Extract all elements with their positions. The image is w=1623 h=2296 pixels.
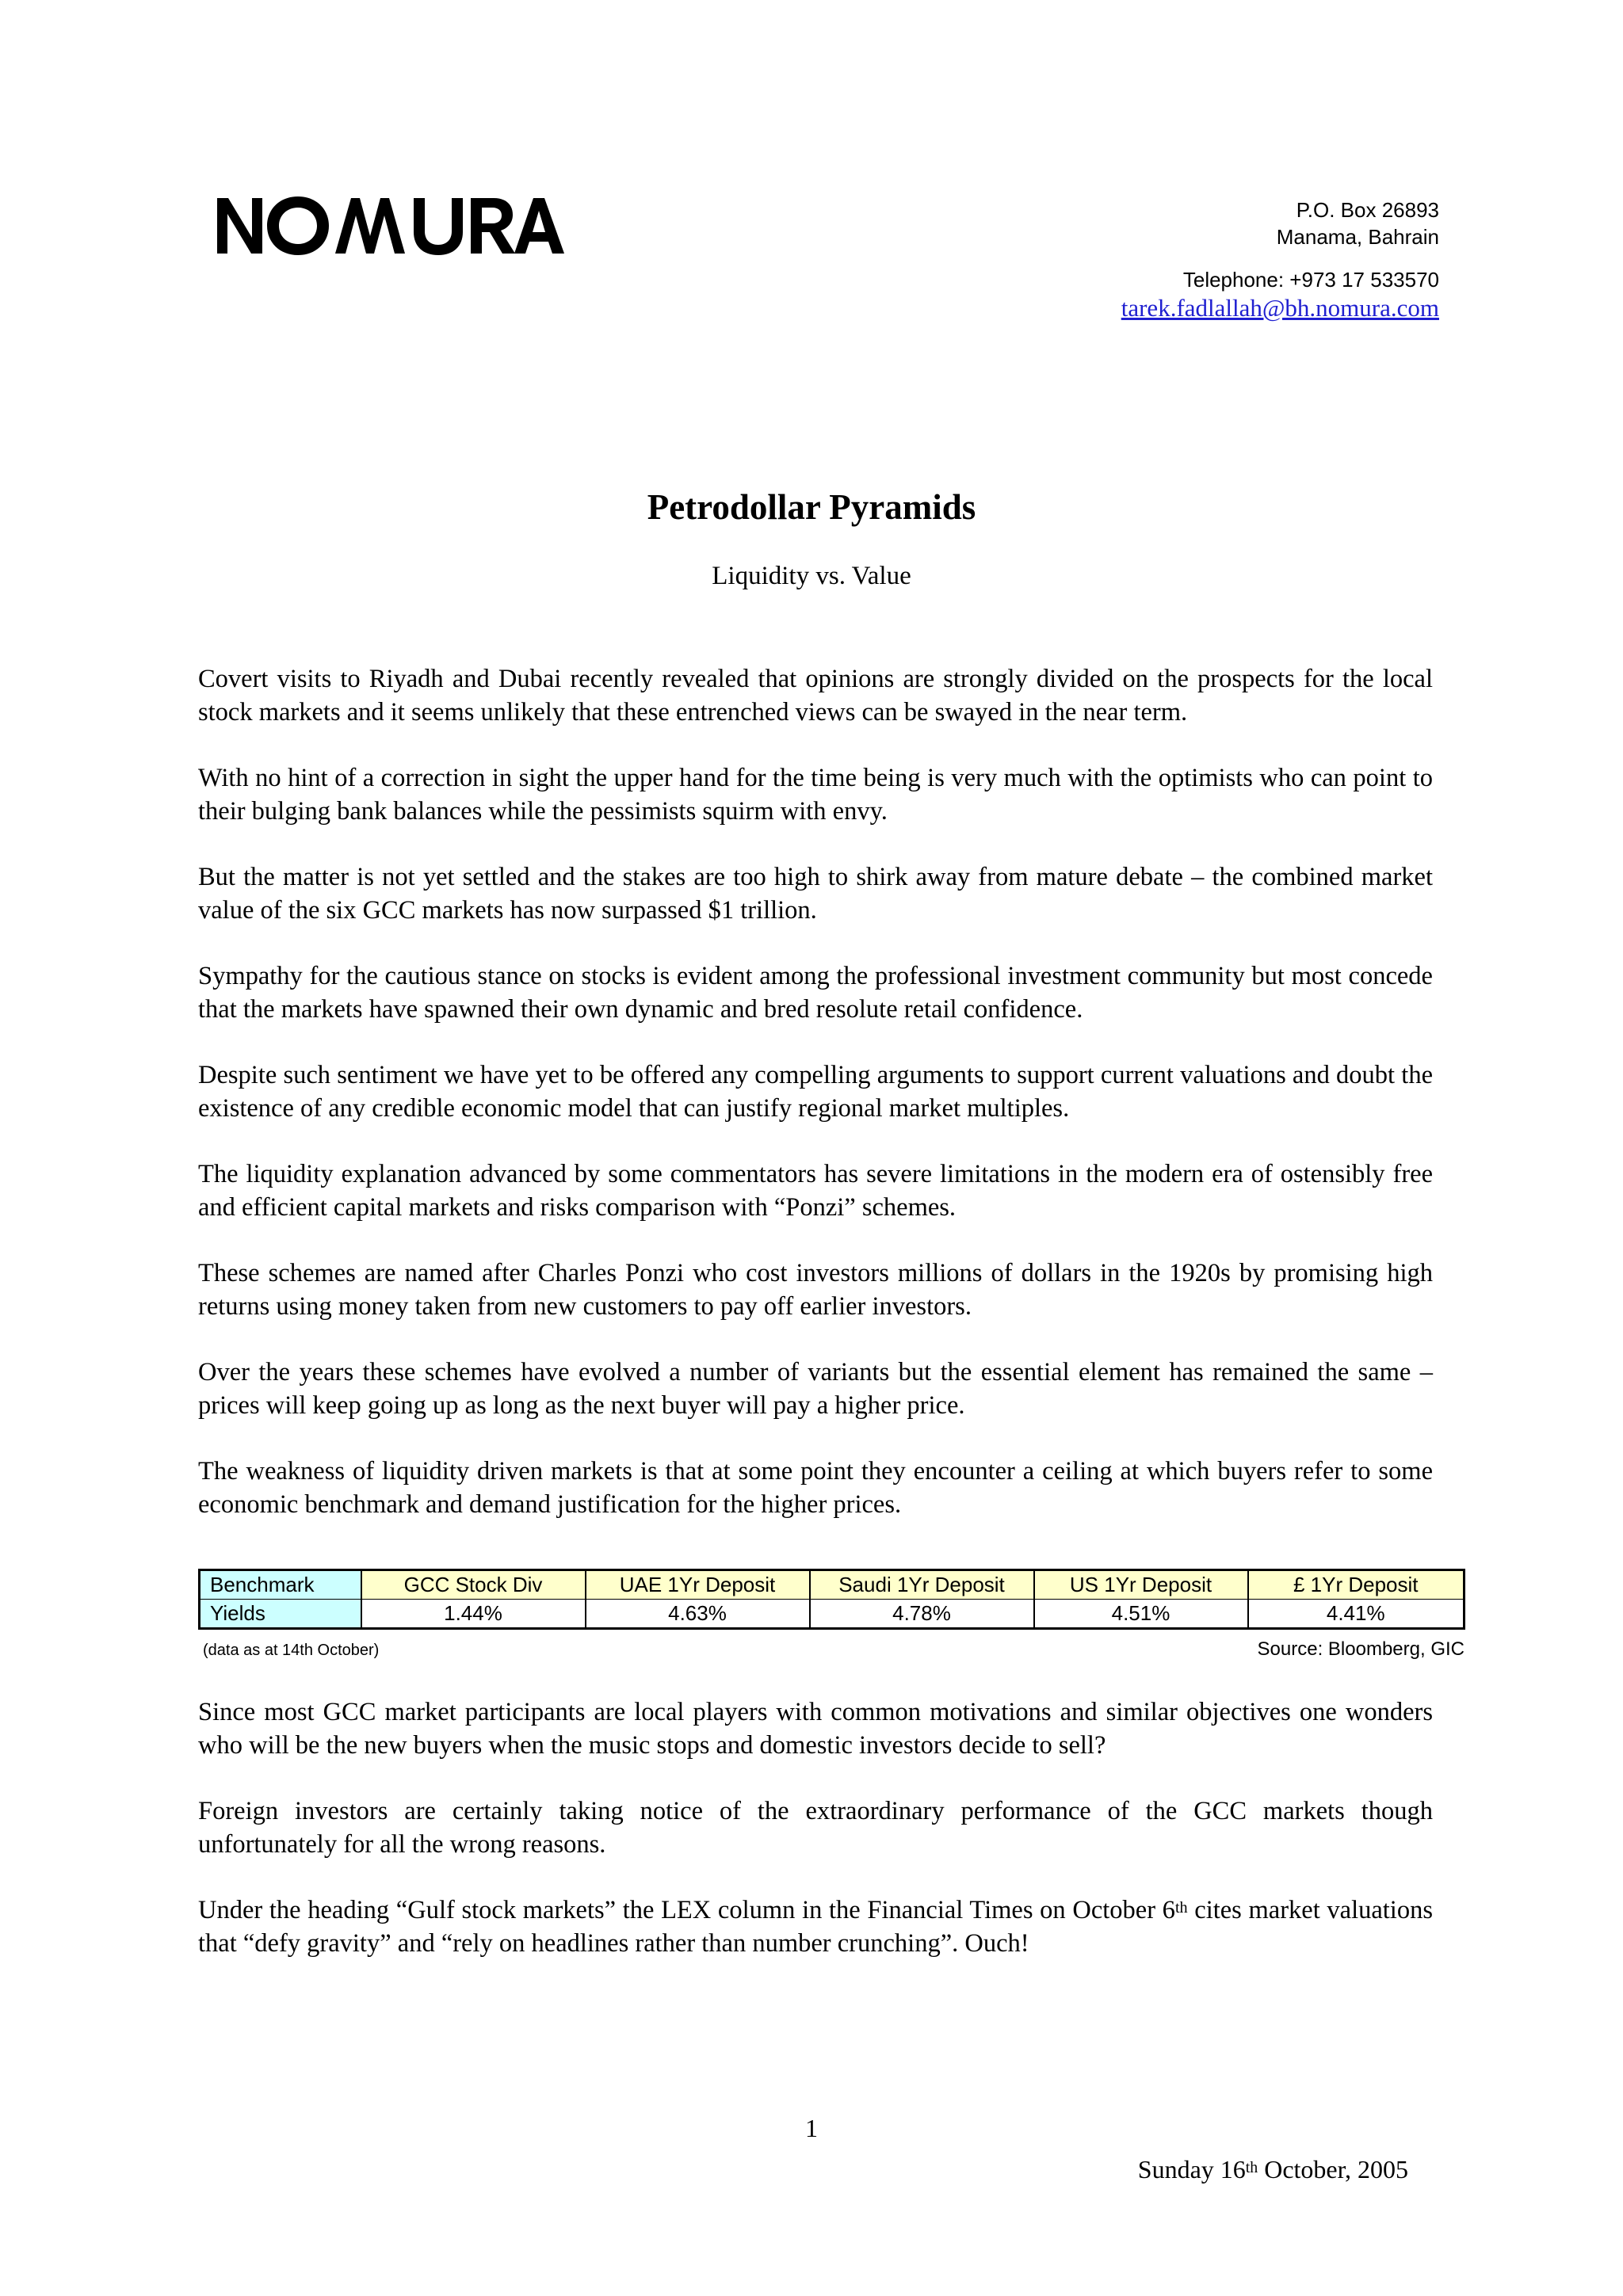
body-section-2 [198,1695,1433,1993]
body-section-1 [198,662,1433,1554]
paragraph-last [198,1894,1433,1960]
table-cell: 4.41% [1248,1600,1465,1629]
column-header: US 1Yr Deposit [1034,1570,1248,1600]
column-header: Saudi 1Yr Deposit [810,1570,1034,1600]
paragraph: Sympathy for the cautious stance on stocks is evident among the professional investment community but most concede that the markets have spawned their own dynamic and bred resolute retail confidence. [198,962,1433,1024]
nomura-logo [216,195,564,257]
date-part: Sunday 16 [1137,2155,1246,2183]
contact-address [995,196,1439,323]
document-date [1138,2155,1408,2184]
paragraph: Covert visits to Riyadh and Dubai recently revealed that opinions are strongly divided on the prospects for the local stock markets and it seems unlikely that these entrenched views can be swayed in the near term. [198,665,1433,727]
row-label-benchmark: Benchmark [200,1570,361,1600]
table-cell: 4.78% [810,1600,1034,1629]
document-title: Petrodollar Pyramids [647,487,976,527]
column-header: GCC Stock Div [361,1570,586,1600]
document-subtitle: Liquidity vs. Value [712,562,911,590]
text-fragment: cites market valuations that “defy gravity” and “rely on headlines rather than number crunching”. Ouch! [198,1896,1433,1958]
paragraph: Foreign investors are certainly taking notice of the extraordinary performance of the GCC markets though unfortunately for all the wrong reasons. [198,1797,1433,1859]
telephone: Telephone: +973 17 533570 [1182,268,1439,292]
column-header: £ 1Yr Deposit [1248,1570,1465,1600]
paragraph: But the matter is not yet settled and the stakes are too high to shirk away from mature debate – the combined market value of the six GCC markets has now surpassed $1 trillion. [198,863,1433,925]
paragraph: The weakness of liquidity driven markets is that at some point they encounter a ceiling at which buyers refer to some economic benchmark and demand justification for the higher prices. [198,1457,1433,1519]
paragraph: The liquidity explanation advanced by some commentators has severe limitations in the modern era of ostensibly free and efficient capital markets and risks comparison with “Ponzi” schemes. [198,1160,1433,1222]
paragraph: With no hint of a correction in sight the upper hand for the time being is very much with the optimists who can point to their bulging bank balances while the pessimists squirm with envy. [198,764,1433,826]
table-note: (data as at 14th October) [203,1642,380,1659]
paragraph: Since most GCC market participants are local players with common motivations and similar objectives one wonders who will be the new buyers when the music stops and domestic investors decide to sell? [198,1698,1433,1760]
benchmark-yields-table [198,1569,1465,1630]
table-row [200,1600,1465,1629]
address-line2: Manama, Bahrain [1276,225,1439,249]
date-part: October, 2005 [1258,2155,1408,2183]
table-source: Source: Bloomberg, GIC [1257,1638,1465,1660]
row-label-yields: Yields [200,1600,361,1629]
column-header: UAE 1Yr Deposit [586,1570,810,1600]
date-superscript: th [1245,2159,1258,2177]
paragraph: Over the years these schemes have evolved a number of variants but the essential element has remained the same – prices will keep going up as long as the next buyer will pay a higher price. [198,1358,1433,1420]
text-fragment: Under the heading “Gulf stock markets” the LEX column in the Financial Times on October 6 [198,1896,1175,1924]
table-header-row [200,1570,1465,1600]
table-cell: 1.44% [361,1600,586,1629]
email-link[interactable]: tarek.fadlallah@bh.nomura.com [1121,294,1439,322]
superscript: th [1174,1898,1188,1917]
paragraph: Despite such sentiment we have yet to be offered any compelling arguments to support current valuations and doubt the existence of any credible economic model that can justify regional market multiples. [198,1061,1433,1123]
table-cell: 4.63% [586,1600,810,1629]
paragraph: These schemes are named after Charles Ponzi who cost investors millions of dollars in the 1920s by promising high returns using money taken from new customers to pay off earlier investors. [198,1259,1433,1321]
page-number: 1 [805,2114,818,2142]
table-cell: 4.51% [1034,1600,1248,1629]
address-line1: P.O. Box 26893 [1296,198,1439,222]
